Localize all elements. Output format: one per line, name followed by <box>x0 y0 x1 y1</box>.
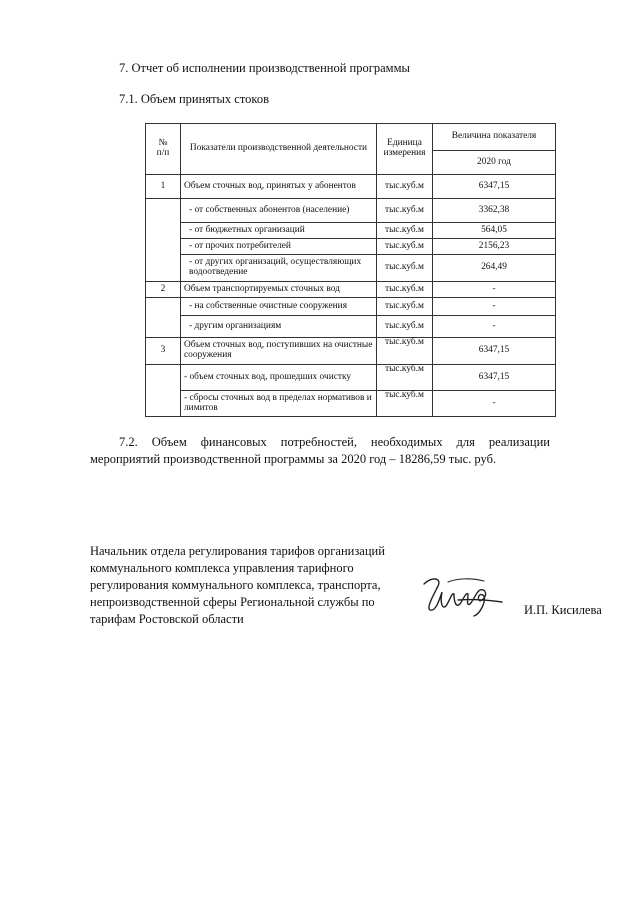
signatory-name: И.П. Кисилева <box>524 603 602 617</box>
table-row <box>146 255 556 282</box>
table-row <box>146 223 556 239</box>
row-num-blank <box>146 298 181 338</box>
table-row <box>146 199 556 223</box>
row-unit: тыс.куб.м <box>377 391 433 417</box>
row-label: Объем транспортируемых сточных вод <box>181 282 377 298</box>
row-unit: тыс.куб.м <box>377 298 433 316</box>
header-indicator: Показатели производственной деятельности <box>181 124 377 175</box>
row-value: - <box>433 298 556 316</box>
row-unit: тыс.куб.м <box>377 338 433 365</box>
header-unit: Единица измерения <box>377 124 433 175</box>
row-value: 2156,23 <box>433 239 556 255</box>
row-value: 564,05 <box>433 223 556 239</box>
row-num: 1 <box>146 175 181 199</box>
row-label: - от прочих потребителей <box>181 239 377 255</box>
row-value: 264,49 <box>433 255 556 282</box>
row-value: 6347,15 <box>433 338 556 365</box>
row-value: - <box>433 282 556 298</box>
row-label: - сбросы сточных вод в пределах нормативов и лимитов <box>181 391 377 417</box>
table-row <box>146 338 556 365</box>
row-unit: тыс.куб.м <box>377 316 433 338</box>
row-unit: тыс.куб.м <box>377 223 433 239</box>
header-num: № п/п <box>146 124 181 175</box>
header-year: 2020 год <box>433 151 556 175</box>
row-label: - от бюджетных организаций <box>181 223 377 239</box>
row-label: - другим организациям <box>181 316 377 338</box>
row-label: Объем сточных вод, поступивших на очистные сооружения <box>181 338 377 365</box>
row-value: 6347,15 <box>433 175 556 199</box>
row-label: - на собственные очистные сооружения <box>181 298 377 316</box>
row-unit: тыс.куб.м <box>377 239 433 255</box>
row-unit: тыс.куб.м <box>377 365 433 391</box>
row-num: 3 <box>146 338 181 365</box>
table-row <box>146 365 556 391</box>
subsection-heading: 7.1. Объем принятых стоков <box>119 92 269 106</box>
row-unit: тыс.куб.м <box>377 175 433 199</box>
row-label: - от других организаций, осуществляющих водоотведение <box>181 255 377 282</box>
financial-paragraph: 7.2. Объем финансовых потребностей, необходимых для реализации мероприятий производственной программы за 2020 год – 18286,59 тыс. руб. <box>90 435 550 466</box>
stocks-table <box>145 123 556 417</box>
row-unit: тыс.куб.м <box>377 282 433 298</box>
section-heading: 7. Отчет об исполнении производственной программы <box>119 61 410 75</box>
table-row <box>146 282 556 298</box>
row-num: 2 <box>146 282 181 298</box>
row-value: - <box>433 391 556 417</box>
row-label: - объем сточных вод, прошедших очистку <box>181 365 377 391</box>
row-value: 3362,38 <box>433 199 556 223</box>
row-unit: тыс.куб.м <box>377 199 433 223</box>
table-row <box>146 175 556 199</box>
table-row <box>146 298 556 316</box>
row-num-blank <box>146 365 181 417</box>
row-unit: тыс.куб.м <box>377 255 433 282</box>
row-value: 6347,15 <box>433 365 556 391</box>
handwritten-signature-icon <box>418 570 508 620</box>
signatory-position: Начальник отдела регулирования тарифов организаций коммунального комплекса управления тарифного регулирования коммунального комплекса, транспорта, непроизводственной сферы Региональной службы по тарифам Ростовской области <box>90 544 385 626</box>
row-num-blank <box>146 199 181 282</box>
table-row <box>146 239 556 255</box>
table-row <box>146 316 556 338</box>
row-value: - <box>433 316 556 338</box>
table-row <box>146 391 556 417</box>
row-label: - от собственных абонентов (население) <box>181 199 377 223</box>
header-value: Величина показателя <box>433 124 556 151</box>
row-label: Объем сточных вод, принятых у абонентов <box>181 175 377 199</box>
